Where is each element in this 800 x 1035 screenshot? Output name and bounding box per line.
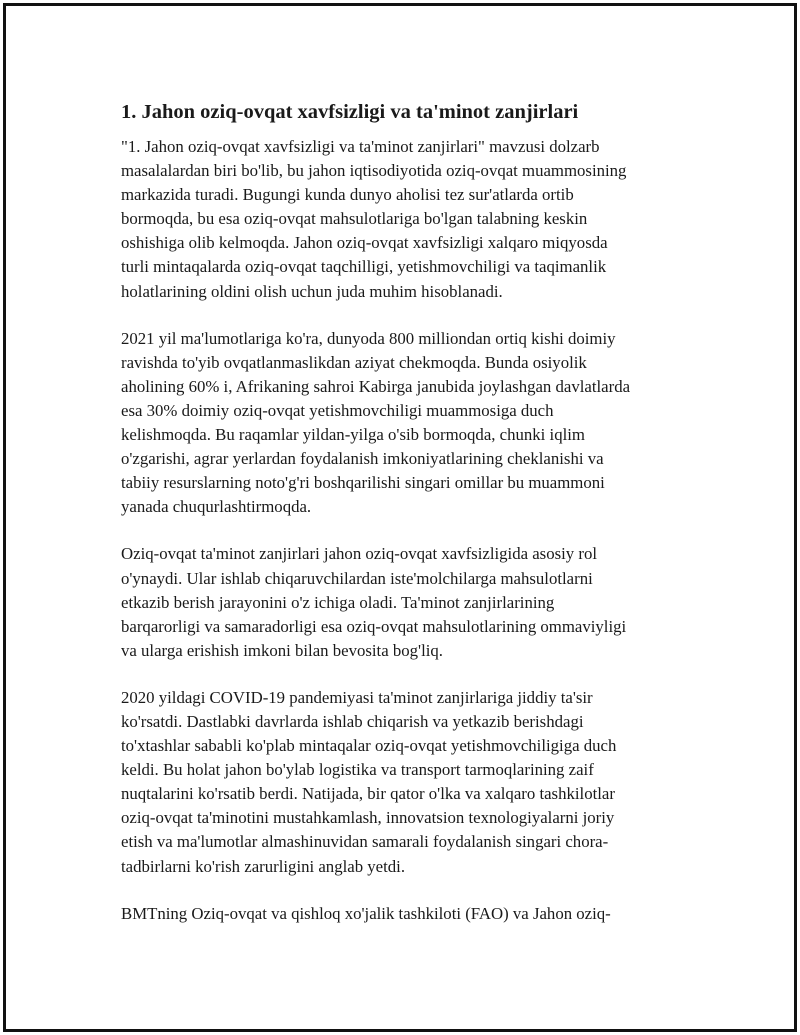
text-line: BMTning Oziq-ovqat va qishloq xo'jalik tashkiloti (FAO) va Jahon oziq- (121, 903, 611, 923)
text-line: markazida turadi. Bugungi kunda dunyo aholisi tez sur'atlarda ortib (121, 185, 574, 205)
text-line: masalalardan biri bo'lib, bu jahon iqtisodiyotida oziq-ovqat muammosining (121, 161, 627, 181)
paragraph-1 (121, 135, 691, 304)
paragraph-5 (121, 902, 691, 926)
text-line: oshishiga olib kelmoqda. Jahon oziq-ovqat xavfsizligi xalqaro miqyosda (121, 233, 608, 253)
document-page (3, 3, 797, 1032)
text-line: oziq-ovqat ta'minotini mustahkamlash, innovatsion texnologiyalarni joriy (121, 808, 615, 828)
text-line: 2020 yildagi COVID-19 pandemiyasi ta'minot zanjirlariga jiddiy ta'sir (121, 687, 593, 707)
text-line: va ularga erishish imkoni bilan bevosita bog'liq. (121, 640, 443, 660)
text-line: o'zgarishi, agrar yerlardan foydalanish imkoniyatlarining cheklanishi va (121, 449, 604, 469)
text-line: ravishda to'yib ovqatlanmaslikdan aziyat chekmoqda. Bunda osiyolik (121, 352, 587, 372)
text-line: barqarorligi va samaradorligi esa oziq-ovqat mahsulotlarining ommaviyligi (121, 616, 627, 636)
text-line: tabiiy resurslarning noto'g'ri boshqarilishi singari omillar bu muammoni (121, 473, 605, 493)
paragraph-4 (121, 686, 691, 879)
text-line: etkazib berish jarayonini o'z ichiga oladi. Ta'minot zanjirlarining (121, 592, 555, 612)
text-line: holatlarining oldini olish uchun juda muhim hisoblanadi. (121, 281, 503, 301)
paragraph-2 (121, 327, 691, 520)
document-body (121, 99, 691, 949)
text-line: to'xtashlar sababli ko'plab mintaqalar oziq-ovqat yetishmovchiligiga duch (121, 736, 617, 756)
text-line: esa 30% doimiy oziq-ovqat yetishmovchiligi muammosiga duch (121, 400, 554, 420)
text-line: turli mintaqalarda oziq-ovqat taqchilligi, yetishmovchiligi va taqimanlik (121, 257, 607, 277)
text-line: aholining 60% i, Afrikaning sahroi Kabirga janubida joylashgan davlatlarda (121, 376, 631, 396)
document-title: 1. Jahon oziq-ovqat xavfsizligi va ta'minot zanjirlari (121, 101, 579, 123)
text-line: o'ynaydi. Ular ishlab chiqaruvchilardan iste'molchilarga mahsulotlarni (121, 568, 593, 588)
text-line: 2021 yil ma'lumotlariga ko'ra, dunyoda 800 milliondan ortiq kishi doimiy (121, 328, 616, 348)
text-line: "1. Jahon oziq-ovqat xavfsizligi va ta'minot zanjirlari" mavzusi dolzarb (121, 137, 600, 156)
text-line: keldi. Bu holat jahon bo'ylab logistika va transport tarmoqlarining zaif (121, 760, 594, 780)
text-line: ko'rsatdi. Dastlabki davrlarda ishlab chiqarish va yetkazib berishdagi (121, 711, 584, 731)
text-line: yanada chuqurlashtirmoqda. (121, 497, 312, 517)
text-line: Oziq-ovqat ta'minot zanjirlari jahon oziq-ovqat xavfsizligida asosiy rol (121, 544, 598, 564)
text-line: nuqtalarini ko'rsatib berdi. Natijada, bir qator o'lka va xalqaro tashkilotlar (121, 784, 615, 804)
paragraph-3 (121, 542, 691, 662)
text-line: etish va ma'lumotlar almashinuvidan samarali foydalanish singari chora- (121, 832, 609, 852)
text-line: kelishmoqda. Bu raqamlar yildan-yilga o'sib bormoqda, chunki iqlim (121, 425, 585, 445)
text-line: tadbirlarni ko'rish zarurligini anglab yetdi. (121, 856, 406, 876)
text-line: bormoqda, bu esa oziq-ovqat mahsulotlariga bo'lgan talabning keskin (121, 209, 588, 229)
